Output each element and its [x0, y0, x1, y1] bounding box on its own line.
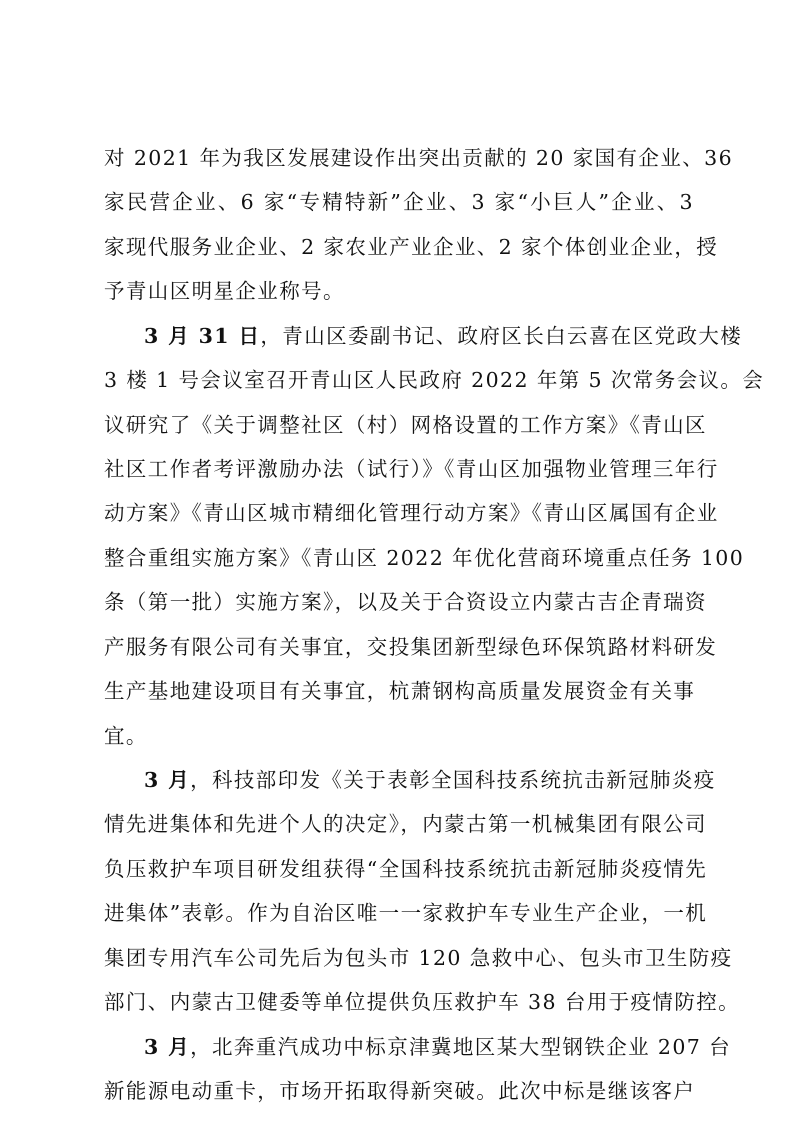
text-line: 部门、内蒙古卫健委等单位提供负压救护车 38 台用于疫情防控。	[104, 990, 741, 1014]
date-lead: 3 月 31 日	[144, 324, 261, 348]
text-line: 宜。	[104, 724, 148, 748]
text-line: 整合重组实施方案》《青山区 2022 年优化营商环境重点任务 100	[104, 546, 745, 570]
text-line: 3 楼 1 号会议室召开青山区人民政府 2022 年第 5 次常务会议。会	[104, 368, 765, 392]
text-line: 进集体”表彰。作为自治区唯一一家救护车专业生产企业，一机	[104, 901, 708, 925]
text-line: 动方案》《青山区城市精细化管理行动方案》《青山区属国有企业	[104, 501, 719, 525]
date-lead: 3 月	[144, 1035, 191, 1059]
line-text: ，北奔重汽成功中标京津冀地区某大型钢铁企业 207 台	[190, 1035, 732, 1059]
text-line: 集团专用汽车公司先后为包头市 120 急救中心、包头市卫生防疫	[104, 946, 733, 970]
text-line: 社区工作者考评激励办法（试行）》《青山区加强物业管理三年行	[104, 457, 719, 481]
line-text: ，科技部印发《关于表彰全国科技系统抗击新冠肺炎疫	[190, 768, 716, 792]
text-line: 家民营企业、6 家“专精特新”企业、3 家“小巨人”企业、3	[104, 190, 694, 214]
line-text: ，青山区委副书记、政府区长白云喜在区党政大楼	[260, 324, 743, 348]
text-line: 生产基地建设项目有关事宜，杭萧钢构高质量发展资金有关事	[104, 679, 696, 703]
text-line: 予青山区明星企业称号。	[104, 279, 345, 303]
date-lead: 3 月	[144, 768, 191, 792]
text-line: 条（第一批）实施方案》，以及关于合资设立内蒙古吉企青瑞资	[104, 590, 707, 614]
text-line: 产服务有限公司有关事宜，交投集团新型绿色环保筑路材料研发	[104, 635, 718, 659]
text-line	[144, 766, 716, 794]
text-line: 新能源电动重卡，市场开拓取得新突破。此次中标是继该客户	[104, 1079, 696, 1103]
text-line: 家现代服务业企业、2 家农业产业企业、2 家个体创业企业，授	[104, 235, 719, 259]
text-line	[144, 1033, 732, 1061]
text-line: 情先进集体和先进个人的决定》，内蒙古第一机械集团有限公司	[104, 812, 707, 836]
text-line: 议研究了《关于调整社区（村）网格设置的工作方案》《青山区	[104, 413, 707, 437]
text-line: 负压救护车项目研发组获得“全国科技系统抗击新冠肺炎疫情先	[104, 857, 708, 881]
text-line: 对 2021 年为我区发展建设作出突出贡献的 20 家国有企业、36	[104, 146, 734, 170]
text-line	[144, 322, 743, 350]
